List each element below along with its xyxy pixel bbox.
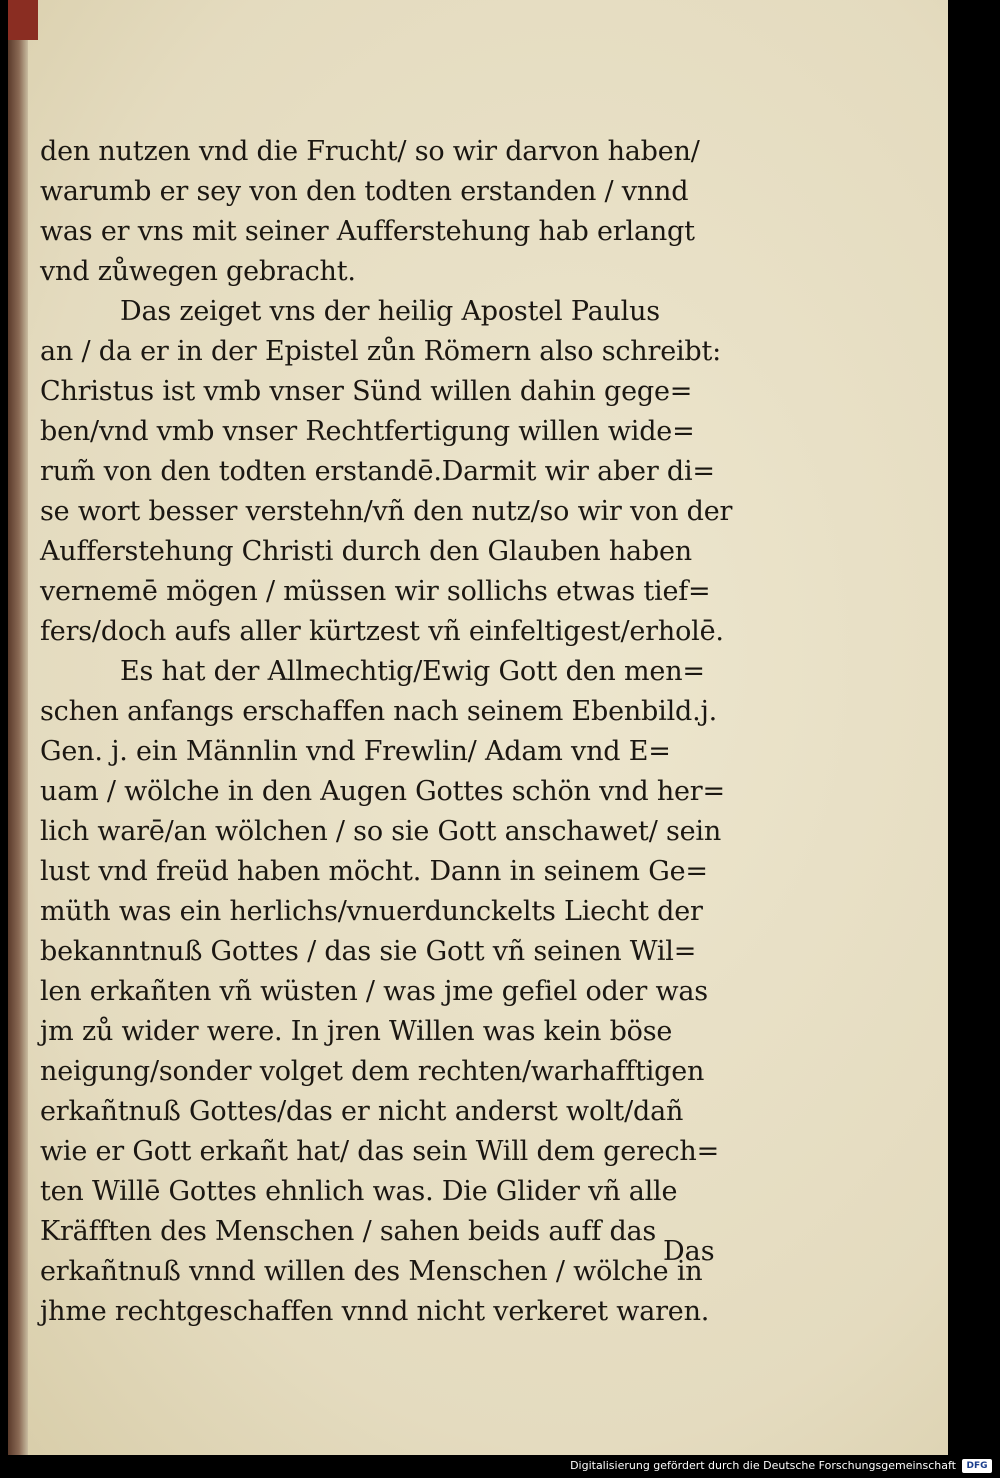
text-line: schen anfangs erschaffen nach seinem Ebenbild.j. (40, 696, 718, 727)
text-line: Gen. j. ein Männlin vnd Frewlin/ Adam vnd E= (40, 736, 671, 767)
text-line: jhme rechtgeschaffen vnnd nicht verkeret waren. (40, 1296, 710, 1327)
text-line: vernemē mögen / müssen wir sollichs etwas tief= (40, 576, 711, 607)
text-line: jm zů wider were. In jren Willen was kein böse (40, 1016, 673, 1047)
text-line: rum̃ von den todten erstandē.Darmit wir aber di= (40, 456, 715, 487)
catchword: Das (663, 1236, 715, 1267)
text-line: uam / wölche in den Augen Gottes schön vnd her= (40, 776, 725, 807)
footer-bar (0, 1455, 1000, 1478)
text-line: Es hat der Allmechtig/Ewig Gott den men= (120, 656, 705, 687)
text-line: erkañtnuß vnnd willen des Menschen / wölche in (40, 1256, 703, 1287)
text-line: Aufferstehung Christi durch den Glauben haben (40, 536, 692, 567)
text-line: se wort besser verstehn/vñ den nutz/so wir von der (40, 496, 733, 527)
text-line: lust vnd freüd haben möcht. Dann in seinem Ge= (40, 856, 708, 887)
text-line: Das zeiget vns der heilig Apostel Paulus (120, 296, 660, 327)
text-line: warumb er sey von den todten erstanden / vnnd (40, 176, 689, 207)
text-line: neigung/sonder volget dem rechten/warhafftigen (40, 1056, 705, 1087)
spine-ribbon (8, 0, 38, 40)
text-line: Kräfften des Menschen / sahen beids auff das (40, 1216, 657, 1247)
text-line: ten Willē Gottes ehnlich was. Die Glider vñ alle (40, 1176, 678, 1207)
text-line: lich warē/an wölchen / so sie Gott anschawet/ sein (40, 816, 722, 847)
text-line: Christus ist vmb vnser Sünd willen dahin gege= (40, 376, 693, 407)
funding-credit: Digitalisierung gefördert durch die Deutsche Forschungsgemeinschaft (570, 1459, 956, 1472)
dfg-logo-icon: DFG (962, 1459, 992, 1473)
page-text (40, 132, 740, 1332)
text-line: vnd zůwegen gebracht. (40, 256, 356, 287)
text-line: müth was ein herlichs/vnuerdunckelts Liecht der (40, 896, 703, 927)
book-page (8, 0, 948, 1455)
text-line: wie er Gott erkañt hat/ das sein Will dem gerech= (40, 1136, 720, 1167)
text-line: ben/vnd vmb vnser Rechtfertigung willen wide= (40, 416, 695, 447)
text-line: fers/doch aufs aller kürtzest vñ einfeltigest/erholē. (40, 616, 724, 647)
book-spine (8, 0, 28, 1455)
text-line: len erkañten vñ wüsten / was jme gefiel oder was (40, 976, 708, 1007)
text-line: an / da er in der Epistel zůn Römern also schreibt: (40, 336, 722, 367)
text-line: den nutzen vnd die Frucht/ so wir darvon haben/ (40, 136, 700, 167)
text-line: bekanntnuß Gottes / das sie Gott vñ seinen Wil= (40, 936, 697, 967)
text-line: was er vns mit seiner Aufferstehung hab erlangt (40, 216, 695, 247)
text-line: erkañtnuß Gottes/das er nicht anderst wolt/dañ (40, 1096, 684, 1127)
